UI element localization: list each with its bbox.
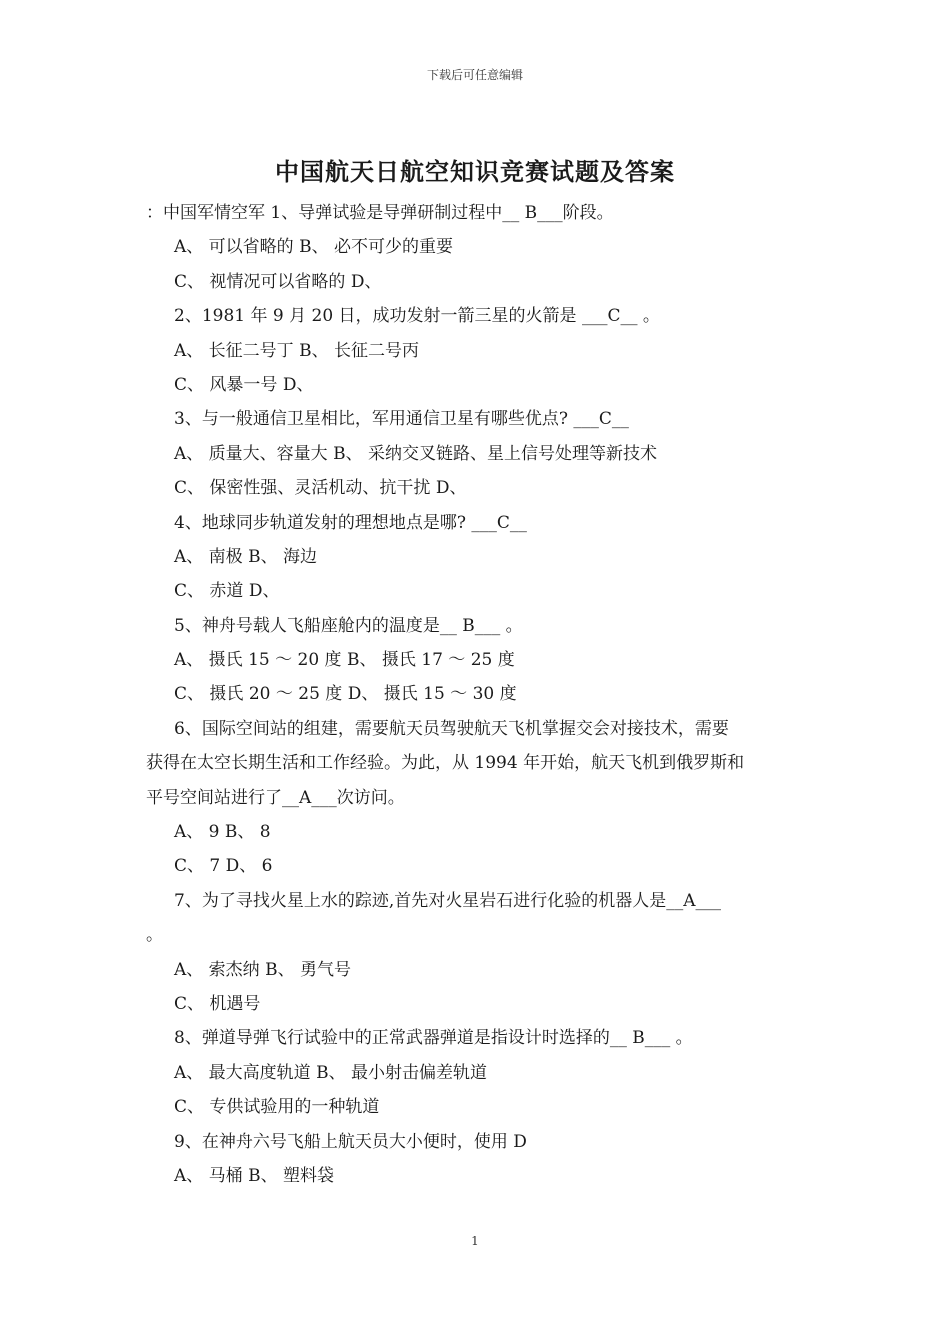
text-line: C、 保密性强、灵活机动、抗干扰 D、: [174, 478, 467, 499]
text-line: A、 最大高度轨道 B、 最小射击偏差轨道: [174, 1062, 487, 1083]
text-line: 获得在太空长期生活和工作经验。为此，从 1994 年开始，航天飞机到俄罗斯和: [146, 753, 745, 774]
page-header: 下载后可任意编辑: [426, 68, 523, 82]
text-line: A、 质量大、容量大 B、 采纳交叉链路、星上信号处理等新技术: [174, 443, 657, 464]
page-number: 1: [471, 1234, 479, 1248]
document-title: 中国航天日航空知识竞赛试题及答案: [275, 157, 675, 186]
text-line: 2、1981 年 9 月 20 日，成功发射一箭三星的火箭是 ___C__ 。: [174, 306, 660, 327]
text-line: C、 摄氏 20 ～ 25 度 D、 摄氏 15 ～ 30 度: [174, 684, 517, 705]
text-line: A、 长征二号丁 B、 长征二号丙: [174, 340, 419, 361]
text-line: A、 9 B、 8: [174, 822, 271, 843]
text-line: 4、地球同步轨道发射的理想地点是哪? ___C__: [174, 512, 527, 533]
text-line: A、 可以省略的 B、 必不可少的重要: [174, 237, 453, 258]
text-line: 7、为了寻找火星上水的踪迹,首先对火星岩石进行化验的机器人是__A___: [174, 890, 721, 911]
text-line: C、 机遇号: [174, 993, 261, 1014]
text-line: 6、国际空间站的组建，需要航天员驾驶航天飞机掌握交会对接技术，需要: [174, 718, 729, 739]
text-line: A、 南极 B、 海边: [174, 546, 317, 567]
text-line: 9、在神舟六号飞船上航天员大小便时，使用 D: [174, 1131, 527, 1152]
text-line: C、 赤道 D、: [174, 581, 280, 602]
text-line: 5、神舟号载人飞船座舱内的温度是__ B___ 。: [174, 615, 523, 636]
text-line: C、 专供试验用的一种轨道: [174, 1097, 380, 1118]
text-line: A、 马桶 B、 塑料袋: [174, 1165, 334, 1186]
text-line: A、 摄氏 15 ～ 20 度 B、 摄氏 17 ～ 25 度: [174, 650, 515, 671]
text-line: A、 索杰纳 B、 勇气号: [174, 959, 351, 980]
text-line: C、 风暴一号 D、: [174, 374, 314, 395]
text-line: 。: [146, 925, 163, 946]
text-line: 平号空间站进行了__A___次访问。: [146, 787, 405, 808]
text-line: ：中国军情空军 1、导弹试验是导弹研制过程中__ B___阶段。: [146, 203, 614, 223]
document-body: [146, 196, 816, 1193]
text-line: 8、弹道导弹飞行试验中的正常武器弹道是指设计时选择的__ B___ 。: [174, 1028, 693, 1049]
text-line: C、 视情况可以省略的 D、: [174, 271, 382, 292]
text-line: C、 7 D、 6: [174, 856, 273, 877]
text-line: 3、与一般通信卫星相比，军用通信卫星有哪些优点? ___C__: [174, 409, 629, 430]
